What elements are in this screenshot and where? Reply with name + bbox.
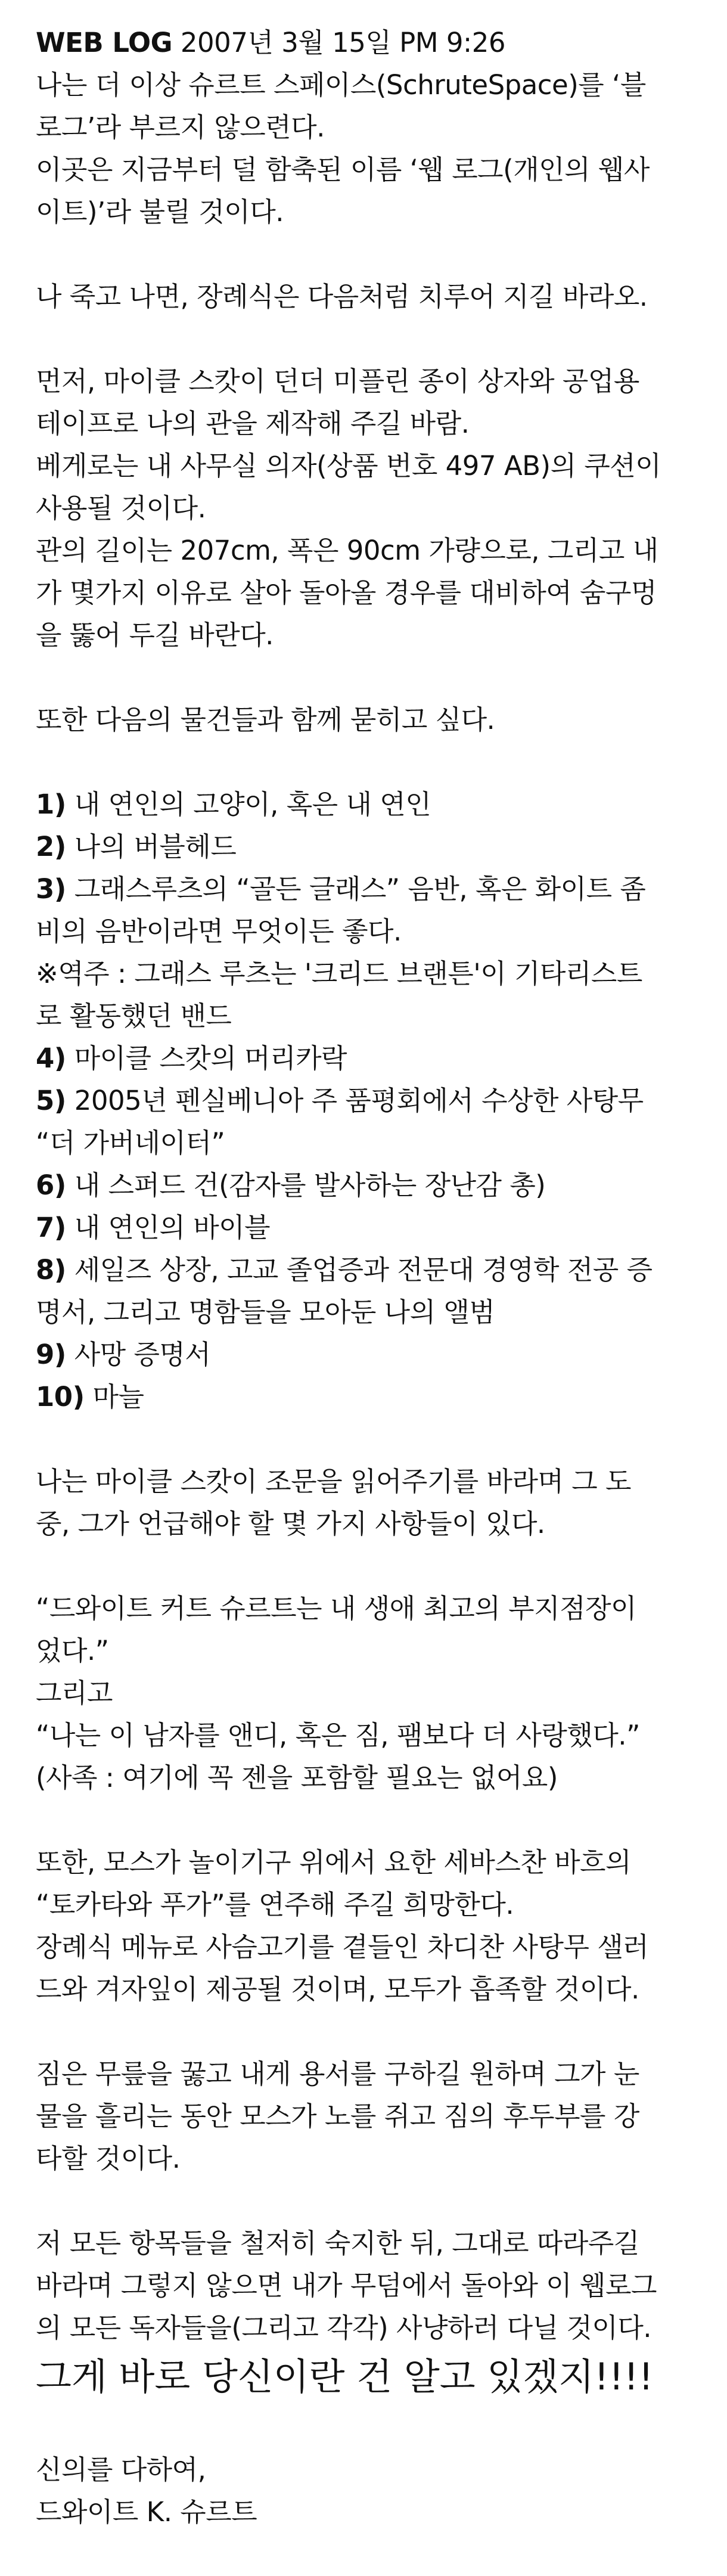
- text-line: 또한, 모스가 놀이기구 위에서 요한 세바스찬 바흐의: [36, 1846, 632, 1878]
- coffin-paragraph: [36, 360, 694, 656]
- list-item: [36, 825, 694, 868]
- funeral-intro: 나 죽고 나면, 장례식은 다음처럼 치루어 지길 바라오.: [36, 281, 648, 312]
- signature-block: [36, 2448, 694, 2533]
- closing-text: 신의를 다하여,: [36, 2454, 206, 2485]
- list-item: [36, 1164, 694, 1206]
- text-line: 타할 것이다.: [36, 2143, 181, 2174]
- text-line: 이곳은 지금부터 덜 함축된 이름 ‘웹 로그(개인의 웹사: [36, 154, 650, 185]
- text-line: 었다.”: [36, 1635, 109, 1666]
- ceremony-paragraph: [36, 1841, 694, 2010]
- item-text: 내 연인의 고양이, 혹은 내 연인: [74, 789, 431, 820]
- author-name: 드와이트 K. 슈르트: [36, 2496, 257, 2528]
- emphasis-line: 그게 바로 당신이란 건 알고 있겠지!!!!: [36, 2355, 654, 2398]
- text-line: 물을 흘리는 동안 모스가 노를 쥐고 짐의 후두부를 강: [36, 2100, 639, 2132]
- post-timestamp: 2007년 3월 15일 PM 9:26: [180, 27, 505, 58]
- item-text: “더 가버네이터”: [36, 1127, 225, 1159]
- item-number: 5): [36, 1085, 66, 1116]
- burial-items-list: [36, 783, 694, 1418]
- item-text: 나의 버블헤드: [74, 831, 237, 862]
- list-item: [36, 1249, 694, 1333]
- eulogy-paragraph: [36, 1460, 694, 1545]
- text-line: 장례식 메뉴로 사슴고기를 곁들인 차디찬 사탕무 샐러: [36, 1931, 649, 1963]
- text-line: 이트)’라 불릴 것이다.: [36, 196, 284, 228]
- item-text: 그래스루츠의 “골든 글래스” 음반, 혹은 화이트 좀: [74, 873, 646, 905]
- text-line: (사족 : 여기에 꼭 젠을 포함할 필요는 없어요): [36, 1762, 558, 1793]
- text-line: 나는 마이클 스캇이 조문을 읽어주기를 바라며 그 도: [36, 1466, 632, 1497]
- translator-note: 로 활동했던 밴드: [36, 1000, 232, 1032]
- text-line: 테이프로 나의 관을 제작해 주길 바람.: [36, 408, 470, 439]
- warning-paragraph: [36, 2222, 694, 2349]
- list-item: [36, 783, 694, 825]
- item-text: 세일즈 상장, 고교 졸업증과 전문대 경영학 전공 증: [74, 1254, 653, 1286]
- jim-paragraph: [36, 2053, 694, 2180]
- item-text: 마늘: [92, 1381, 144, 1413]
- list-item: [36, 868, 694, 1037]
- burial-intro: 또한 다음의 물건들과 함께 묻히고 싶다.: [36, 704, 495, 735]
- text-line: 나는 더 이상 슈르트 스페이스(SchruteSpace)를 ‘블: [36, 69, 646, 101]
- text-line: 먼저, 마이클 스캇이 던더 미플린 종이 상자와 공업용: [36, 365, 639, 397]
- text-line: 바라며 그렇지 않으면 내가 무덤에서 돌아와 이 웹로그: [36, 2270, 657, 2301]
- list-item: [36, 1206, 694, 1249]
- list-item: [36, 1079, 694, 1164]
- post-header: [36, 21, 694, 64]
- intro-paragraph: [36, 64, 694, 233]
- text-line: 짐은 무릎을 꿇고 내게 용서를 구하길 원하며 그가 눈: [36, 2058, 639, 2090]
- weblog-title: WEB LOG: [36, 27, 173, 58]
- item-number: 9): [36, 1339, 66, 1370]
- item-text: 비의 음반이라면 무엇이든 좋다.: [36, 915, 402, 947]
- text-line: “나는 이 남자를 앤디, 혹은 짐, 팸보다 더 사랑했다.”: [36, 1720, 640, 1751]
- item-number: 3): [36, 873, 66, 905]
- text-line: 드와 겨자잎이 제공될 것이며, 모두가 흡족할 것이다.: [36, 1973, 639, 2005]
- eulogy-quotes: [36, 1587, 694, 1799]
- text-line: 의 모든 독자들을(그리고 각각) 사냥하러 다닐 것이다.: [36, 2312, 652, 2344]
- list-item: [36, 1037, 694, 1079]
- text-line: 가 몇가지 이유로 살아 돌아올 경우를 대비하여 숨구멍: [36, 577, 657, 609]
- item-text: 사망 증명서: [74, 1339, 211, 1370]
- item-number: 7): [36, 1212, 66, 1243]
- item-number: 2): [36, 831, 66, 862]
- item-number: 8): [36, 1254, 66, 1286]
- item-number: 10): [36, 1381, 85, 1413]
- translator-note: ※역주 : 그래스 루츠는 '크리드 브랜튼'이 기타리스트: [36, 958, 642, 989]
- item-text: 명서, 그리고 명함들을 모아둔 나의 앨범: [36, 1296, 495, 1328]
- item-text: 마이클 스캇의 머리카락: [74, 1042, 347, 1074]
- text-line: 그리고: [36, 1677, 113, 1709]
- text-line: 중, 그가 언급해야 할 몇 가지 사항들이 있다.: [36, 1508, 545, 1540]
- text-line: “드와이트 커트 슈르트는 내 생애 최고의 부지점장이: [36, 1593, 637, 1624]
- item-number: 4): [36, 1042, 66, 1074]
- text-line: 베게로는 내 사무실 의자(상품 번호 497 AB)의 쿠션이: [36, 450, 661, 482]
- item-number: 6): [36, 1169, 66, 1201]
- text-line: 저 모든 항목들을 철저히 숙지한 뒤, 그대로 따라주길: [36, 2227, 639, 2259]
- list-item: [36, 1376, 694, 1418]
- text-line: 로그’라 부르지 않으련다.: [36, 111, 325, 143]
- text-line: “토카타와 푸가”를 연주해 주길 희망한다.: [36, 1889, 514, 1920]
- item-text: 2005년 펜실베니아 주 품평회에서 수상한 사탕무: [74, 1085, 644, 1116]
- list-item: [36, 1333, 694, 1376]
- text-line: 사용될 것이다.: [36, 492, 206, 524]
- item-text: 내 연인의 바이블: [74, 1212, 271, 1243]
- text-line: 을 뚫어 두길 바란다.: [36, 619, 274, 651]
- text-line: 관의 길이는 207cm, 폭은 90cm 가량으로, 그리고 내: [36, 535, 658, 566]
- item-text: 내 스퍼드 건(감자를 발사하는 장난감 총): [74, 1169, 546, 1201]
- item-number: 1): [36, 789, 66, 820]
